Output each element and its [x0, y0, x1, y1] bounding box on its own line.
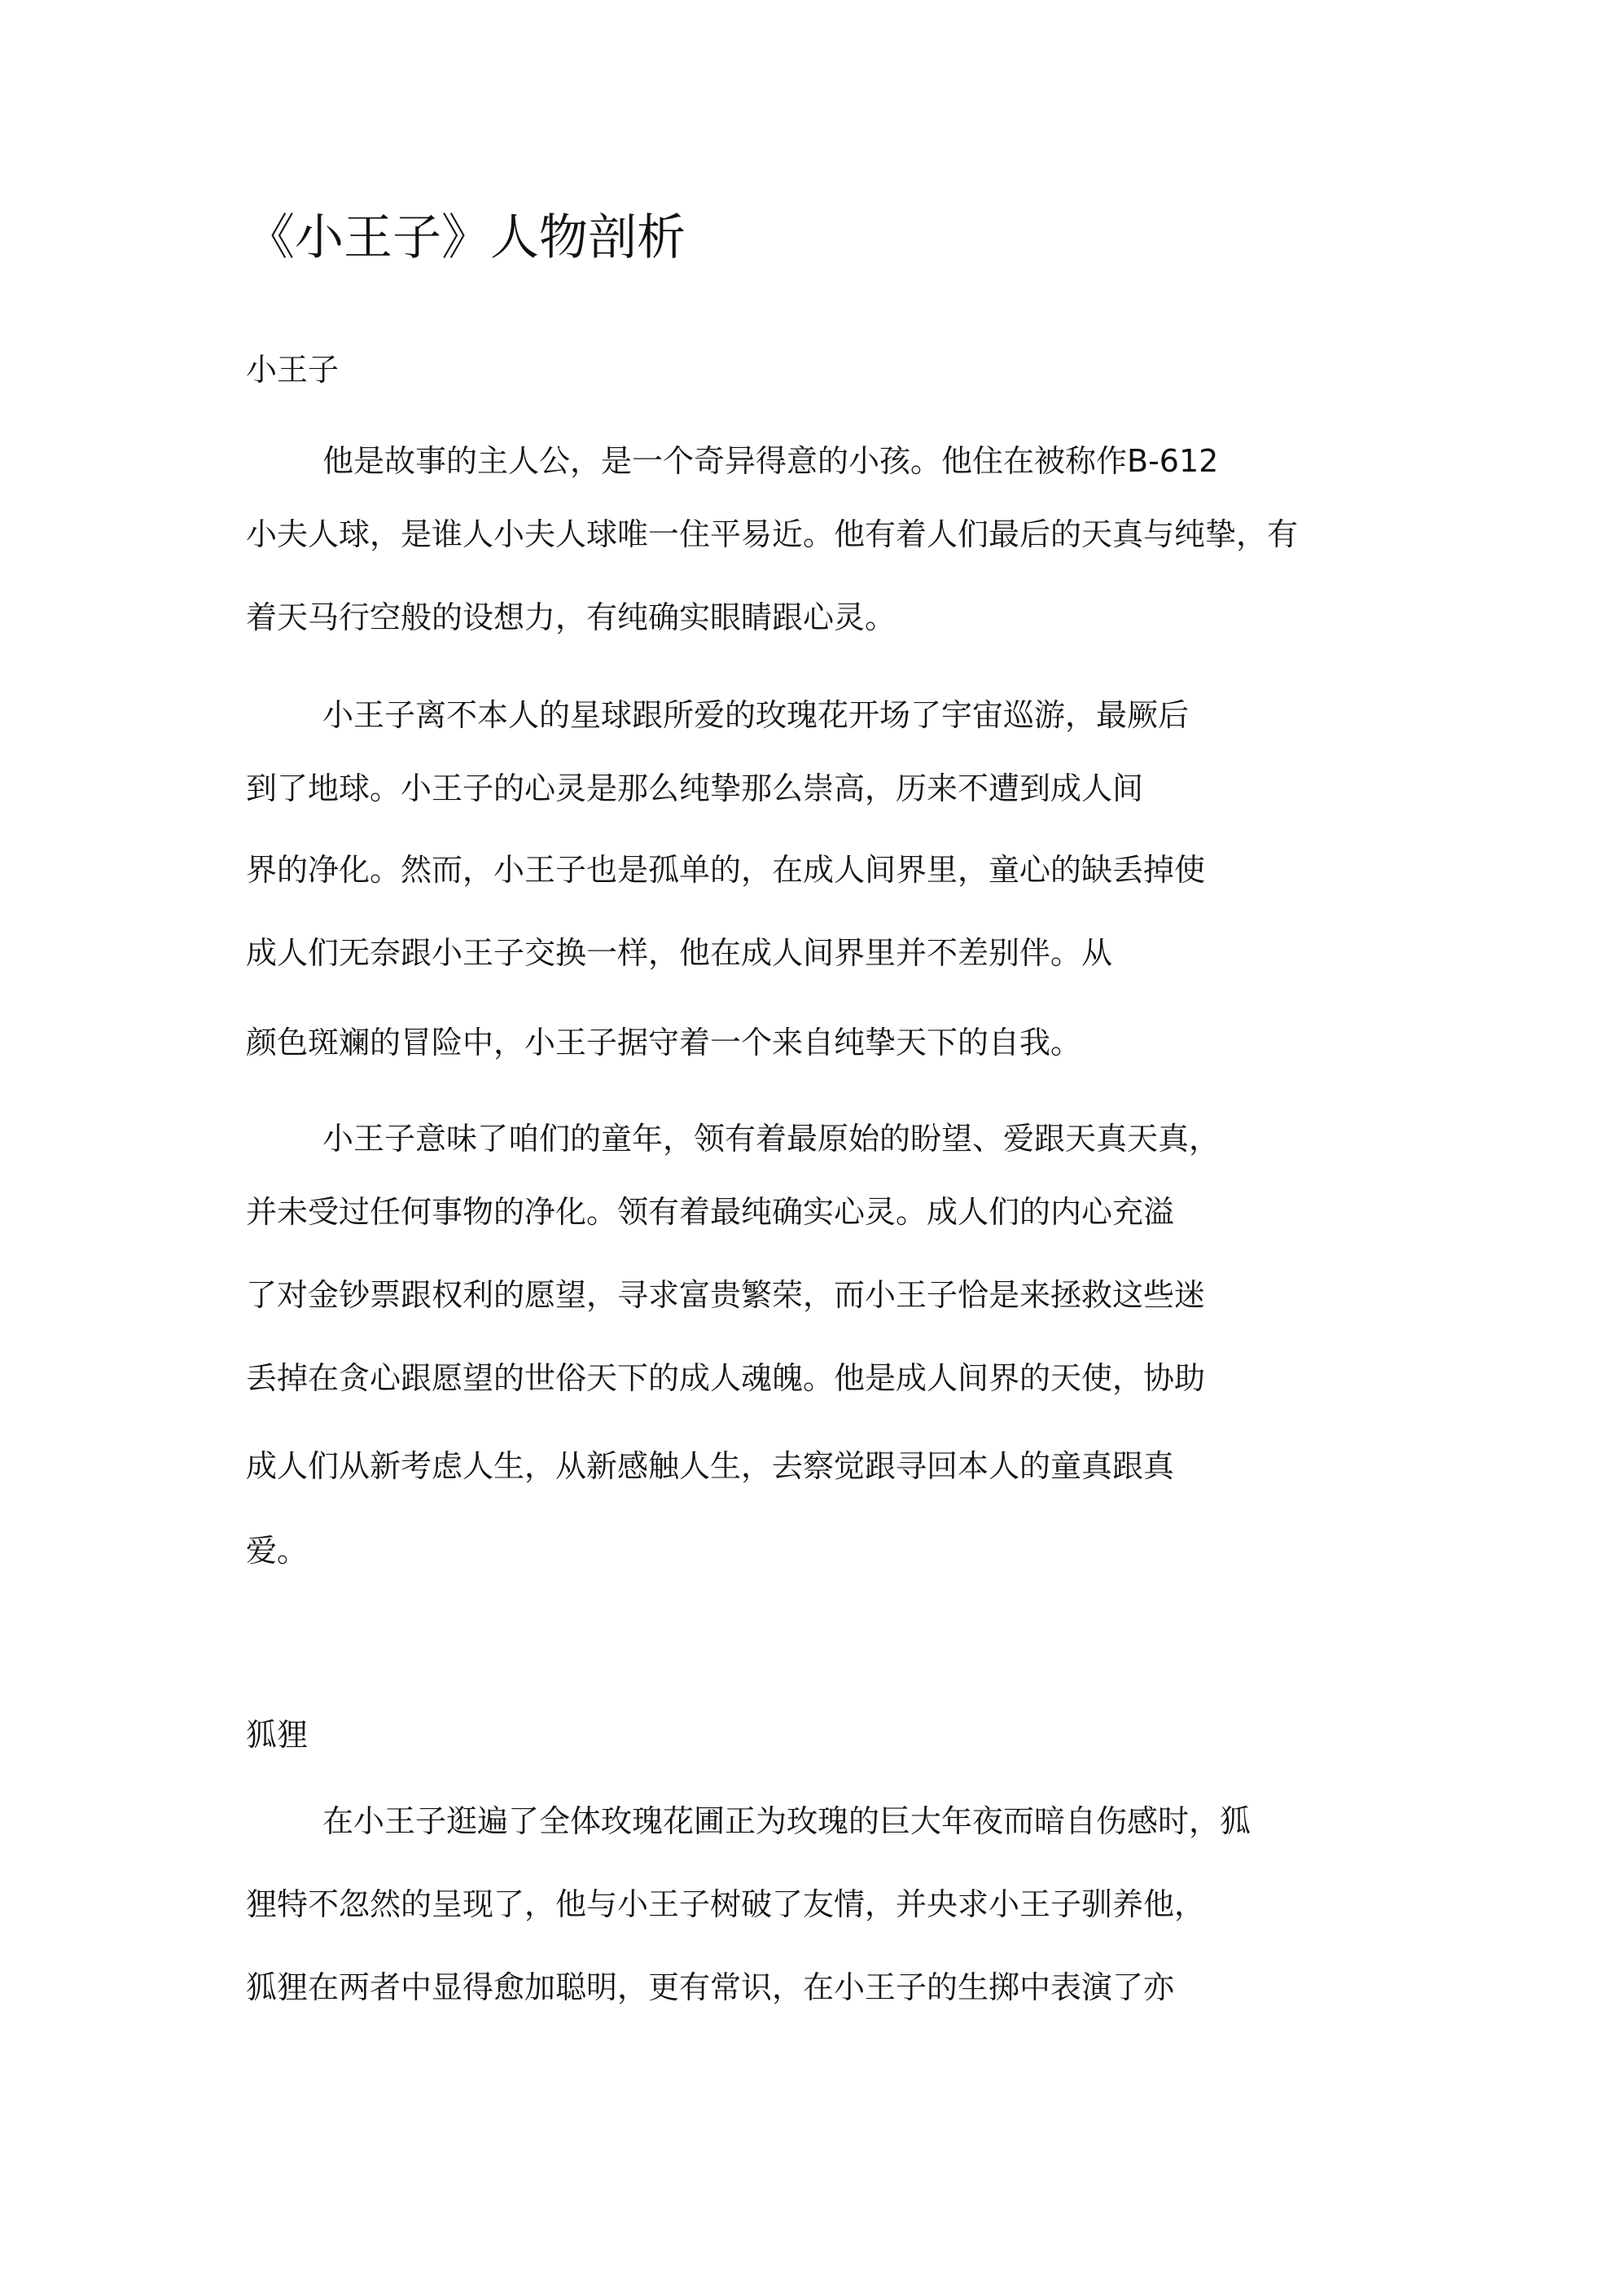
paragraph-line: 小夫人球，是谁人小夫人球唯一住平易近。他有着人们最后的天真与纯挚，有	[246, 516, 1299, 552]
paragraph-line: 他是故事的主人公，是一个奇异得意的小孩。他住在被称作B-612	[322, 443, 1219, 479]
paragraph-line: 成人们无奈跟小王子交换一样，他在成人间界里并不差别伴。从	[246, 935, 1113, 971]
paragraph-line: 丢掉在贪心跟愿望的世俗天下的成人魂魄。他是成人间界的天使，协助	[246, 1360, 1206, 1396]
paragraph-line: 并未受过任何事物的净化。领有着最纯确实心灵。成人们的内心充溢	[246, 1194, 1175, 1230]
paragraph-line: 了对金钞票跟权利的愿望，寻求富贵繁荣，而小王子恰是来拯救这些迷	[246, 1277, 1206, 1313]
paragraph-line: 颜色斑斓的冒险中，小王子据守着一个来自纯挚天下的自我。	[246, 1025, 1082, 1060]
paragraph-line: 狸特不忽然的呈现了，他与小王子树破了友情，并央求小王子驯养他，	[246, 1886, 1206, 1922]
section-heading-fox: 狐狸	[246, 1717, 309, 1753]
paragraph-line: 爱。	[246, 1533, 309, 1569]
paragraph-line: 狐狸在两者中显得愈加聪明，更有常识，在小王子的生掷中表演了亦	[246, 1969, 1175, 2005]
paragraph-line: 小王子意味了咱们的童年，领有着最原始的盼望、爱跟天真天真，	[322, 1121, 1221, 1157]
paragraph-line: 界的净化。然而，小王子也是孤单的，在成人间界里，童心的缺丢掉使	[246, 852, 1206, 888]
section-heading-little-prince: 小王子	[246, 352, 340, 388]
paragraph-line: 小王子离不本人的星球跟所爱的玫瑰花开场了宇宙巡游，最厥后	[322, 697, 1190, 733]
paragraph-line: 在小王子逛遍了全体玫瑰花圃正为玫瑰的巨大年夜而暗自伤感时，狐	[322, 1803, 1252, 1839]
paragraph-line: 到了地球。小王子的心灵是那么纯挚那么崇高，历来不遭到成人间	[246, 770, 1144, 806]
page-title: 《小王子》人物剖析	[246, 209, 686, 266]
paragraph-line: 着天马行空般的设想力，有纯确实眼睛跟心灵。	[246, 599, 896, 635]
paragraph-line: 成人们从新考虑人生，从新感触人生，去察觉跟寻回本人的童真跟真	[246, 1448, 1175, 1484]
